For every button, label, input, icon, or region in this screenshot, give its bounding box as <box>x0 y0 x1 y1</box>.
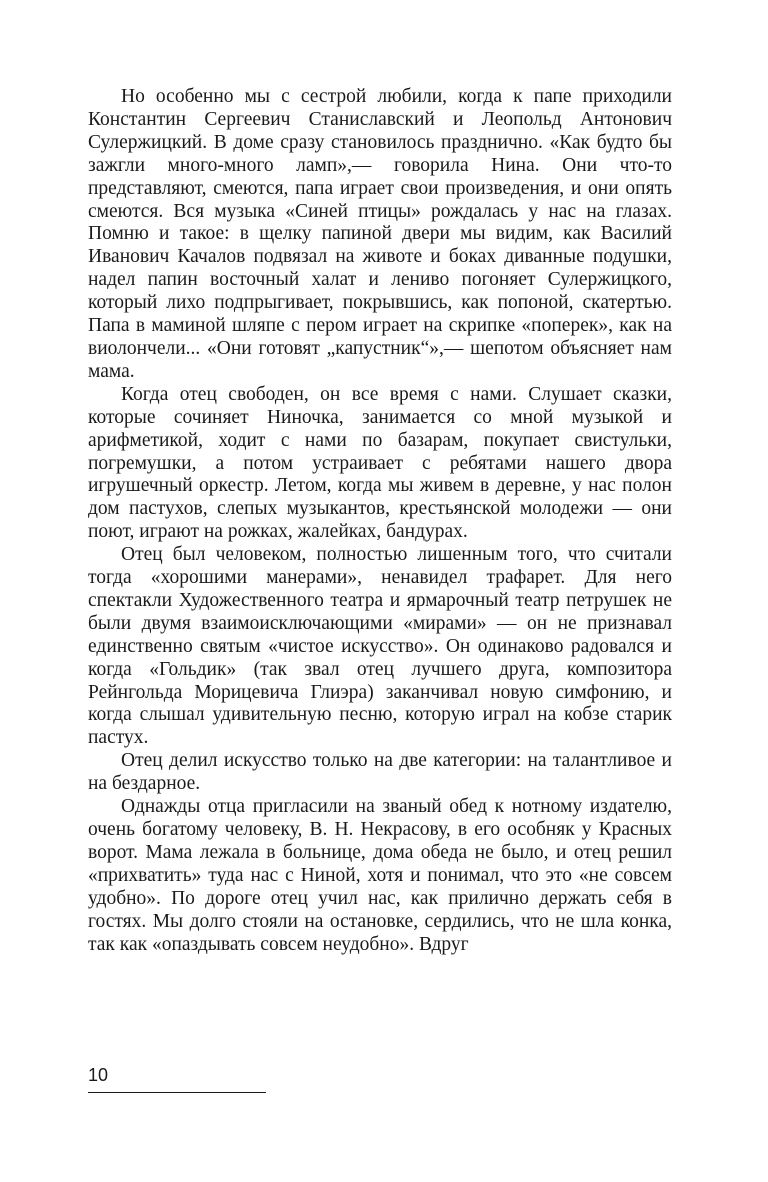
paragraph-3: Отец был человеком, полностью лишенным того, что считали тогда «хорошими манерами», ненавидел трафарет. Для него спектакли Художественного театра и ярмарочный театр петрушек не были двумя взаимоисключающими «мирами» — он не признавал единственно святым «чистое искусство». Он одинаково радовался и когда «Гольдик» (так звал отец лучшего друга, композитора Рейнгольда Морицевича Глиэра) заканчивал новую симфонию, и когда слышал удивительную песню, которую играл на кобзе старик пастух. <box>88 544 672 749</box>
footer-rule <box>88 1092 266 1093</box>
paragraph-4: Отец делил искусство только на две категории: на талантливое и на бездарное. <box>88 750 672 795</box>
page-body <box>88 86 672 956</box>
page-number: 10 <box>88 1065 109 1085</box>
paragraph-2: Когда отец свободен, он все время с нами. Слушает сказки, которые сочиняет Ниночка, занимается со мной музыкой и арифметикой, ходит с нами по базарам, покупает свистульки, погремушки, а потом устраивает с ребятами нашего двора игрушечный оркестр. Летом, когда мы живем в деревне, у нас полон дом пастухов, слепых музыкантов, крестьянской молодежи — они поют, играют на рожках, жалейках, бандурах. <box>88 383 672 543</box>
paragraph-1: Но особенно мы с сестрой любили, когда к папе приходили Константин Сергеевич Станиславский и Леопольд Антонович Сулержицкий. В доме сразу становилось празднично. «Как будто бы зажгли много-много ламп»,— говорила Нина. Они что-то представляют, смеются, папа играет свои произведения, и они опять смеются. Вся музыка «Синей птицы» рождалась у нас на глазах. Помню и такое: в щелку папиной двери мы видим, как Василий Иванович Качалов подвязал на животе и боках диванные подушки, надел папин восточный халат и лениво погоняет Сулержицкого, который лихо подпрыгивает, покрывшись, как попоной, скатертью. Папа в маминой шляпе с пером играет на скрипке «поперек», как на виолончели... «Они готовят „капустник“»,— шепотом объясняет нам мама. <box>88 86 672 382</box>
paragraph-5: Однажды отца пригласили на званый обед к нотному издателю, очень богатому человеку, В. Н. Некрасову, в его особняк у Красных ворот. Мама лежала в больнице, дома обеда не было, и отец решил «прихватить» туда нас с Ниной, хотя и понимал, что это «не совсем удобно». По дороге отец учил нас, как прилично держать себя в гостях. Мы долго стояли на остановке, сердились, что не шла конка, так как «опаздывать совсем неудобно». Вдруг <box>88 796 672 955</box>
